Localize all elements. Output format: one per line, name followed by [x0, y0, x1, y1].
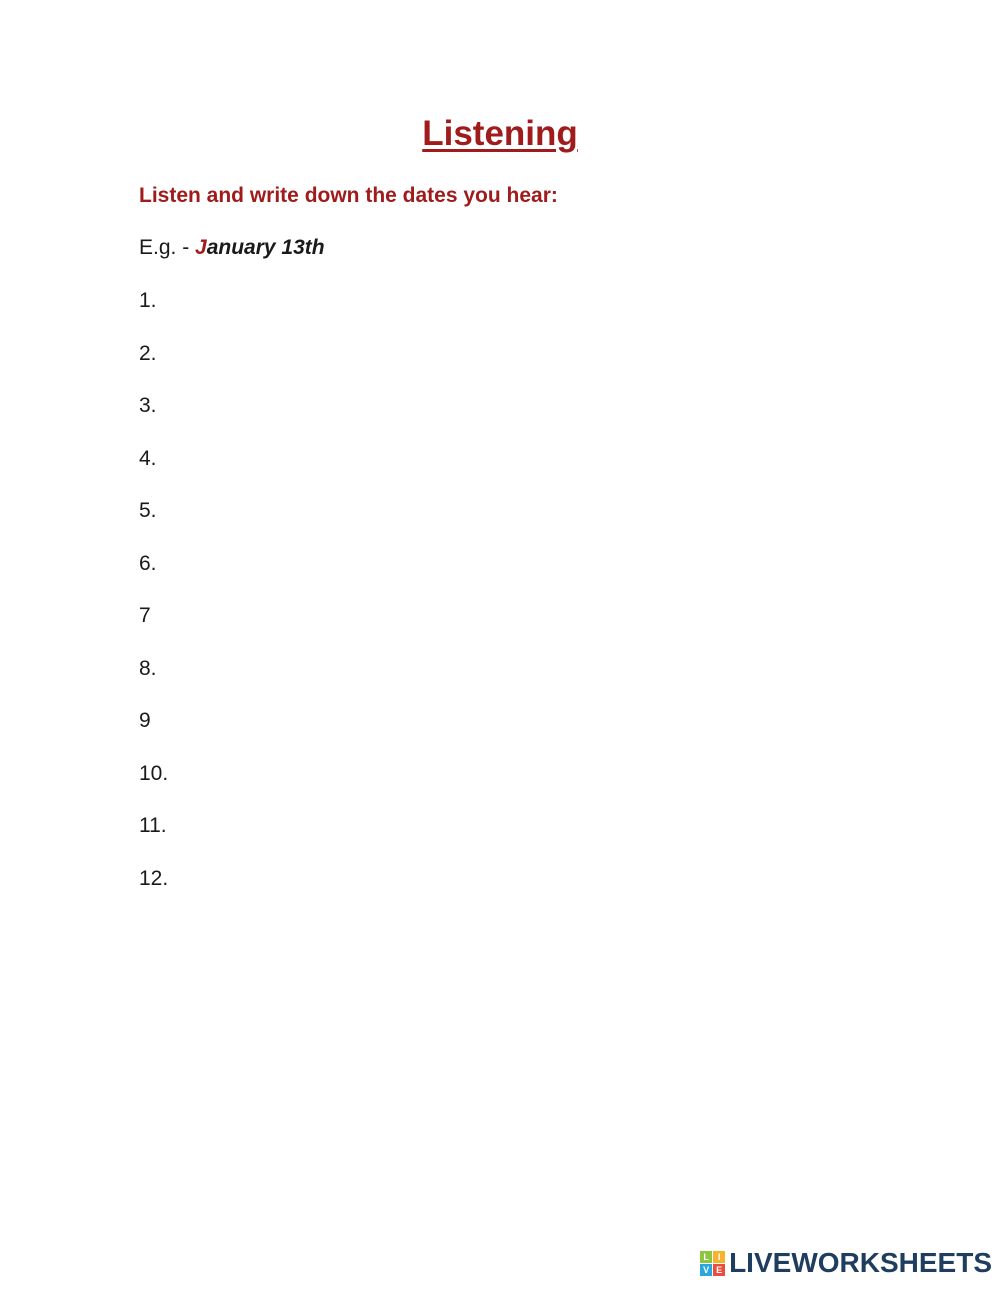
example-prefix: E.g. -	[139, 236, 196, 259]
list-item: 5.	[139, 499, 157, 522]
example-answer-first-letter: J	[195, 236, 207, 259]
liveworksheets-logo	[700, 1247, 992, 1279]
list-item: 2.	[139, 341, 157, 365]
logo-mark-letter: I	[713, 1251, 725, 1263]
example-answer-rest: anuary 13th	[206, 236, 325, 259]
list-item: 8.	[139, 656, 157, 680]
page-title: Listening	[422, 114, 578, 153]
list-item: 1.	[139, 289, 157, 312]
list-item: 10.	[139, 761, 169, 785]
list-item: 4.	[139, 446, 157, 470]
example-answer	[195, 236, 325, 259]
logo-mark-letter: V	[700, 1264, 712, 1276]
list-item: 3.	[139, 394, 157, 417]
instruction-text: Listen and write down the dates you hear:	[139, 184, 558, 207]
logo-mark-letter: E	[713, 1264, 725, 1276]
answer-list	[139, 289, 168, 919]
list-item: 7	[139, 604, 151, 627]
logo-text: LIVEWORKSHEETS	[729, 1247, 992, 1278]
list-item: 12.	[139, 866, 169, 890]
logo-mark-letter: L	[700, 1251, 712, 1263]
list-item: 11.	[139, 814, 167, 837]
logo-mark-icon	[700, 1251, 725, 1276]
example-line	[139, 236, 325, 260]
list-item: 6.	[139, 551, 157, 575]
list-item: 9	[139, 709, 151, 732]
